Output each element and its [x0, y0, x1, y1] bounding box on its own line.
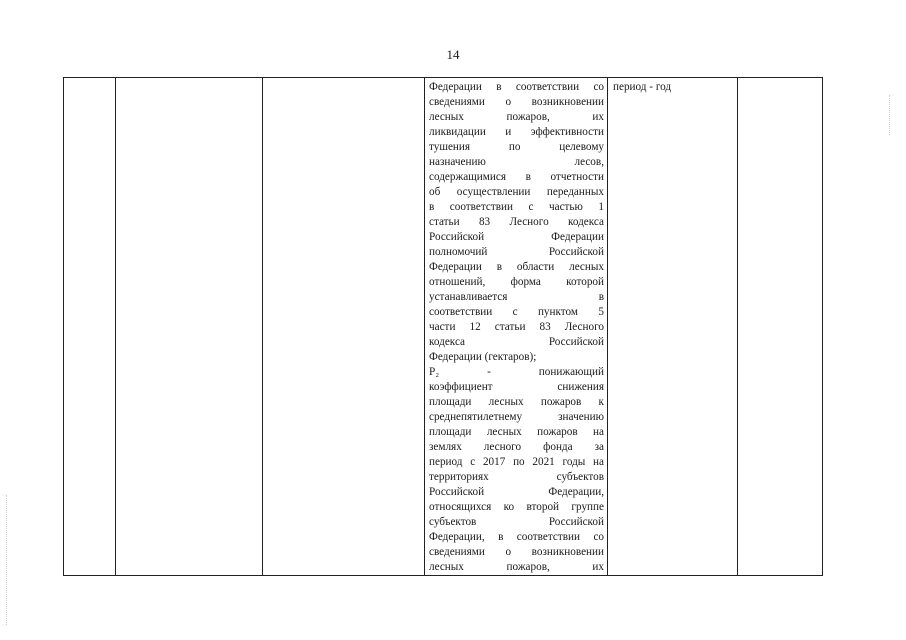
text-line: Федерации, в соответствии со [429, 531, 604, 543]
text-line: лесных пожаров, их [429, 111, 604, 123]
number-cell [64, 78, 116, 576]
text-line: соответствии с пунктом 5 [429, 306, 604, 318]
scan-artifact [889, 95, 892, 135]
text-line: назначению лесов, [429, 156, 604, 168]
text-line: период с 2017 по 2021 годы на [429, 456, 604, 468]
indicator-name-cell [116, 78, 263, 576]
text-line: землях лесного фонда за [429, 441, 604, 453]
text-line: тушения по целевому [429, 141, 604, 153]
text-line: Федерации в соответствии со [429, 81, 604, 93]
indicator-table [63, 77, 823, 576]
period-label: период - год [613, 81, 672, 93]
text-line: территориях субъектов [429, 471, 604, 483]
text-line: ликвидации и эффективности [429, 126, 604, 138]
text-line: площади лесных пожаров на [429, 426, 604, 438]
period-cell [608, 78, 738, 576]
text-line: устанавливается в [429, 291, 604, 303]
text-line: Федерации в области лесных [429, 261, 604, 273]
text-line: Российской Федерации [429, 231, 604, 243]
text-line: лесных пожаров, их [429, 561, 604, 573]
text-line: статьи 83 Лесного кодекса [429, 216, 604, 228]
text-line: среднепятилетнему значению [429, 411, 604, 423]
unit-cell [263, 78, 425, 576]
text-line: части 12 статьи 83 Лесного [429, 321, 604, 333]
scan-artifact [6, 495, 9, 625]
text-line: Российской Федерации, [429, 486, 604, 498]
text-line: P₂ - понижающий [429, 366, 604, 378]
text-line: площади лесных пожаров к [429, 396, 604, 408]
text-line: сведениями о возникновении [429, 546, 604, 558]
text-line: коэффициент снижения [429, 381, 604, 393]
text-line: субъектов Российской [429, 516, 604, 528]
text-line: Федерации (гектаров); [429, 351, 537, 363]
text-line: полномочий Российской [429, 246, 604, 258]
text-line: в соответствии с частью 1 [429, 201, 604, 213]
text-line: содержащимися в отчетности [429, 171, 604, 183]
calculation-method-cell [425, 78, 608, 576]
table-row [64, 78, 823, 576]
text-line: сведениями о возникновении [429, 96, 604, 108]
text-line: об осуществлении переданных [429, 186, 604, 198]
page-number: 14 [446, 47, 460, 62]
text-line: кодекса Российской [429, 336, 604, 348]
source-cell [738, 78, 823, 576]
calculation-method-text [425, 78, 607, 575]
text-line: отношений, форма которой [429, 276, 604, 288]
text-line: относящихся ко второй группе [429, 501, 604, 513]
